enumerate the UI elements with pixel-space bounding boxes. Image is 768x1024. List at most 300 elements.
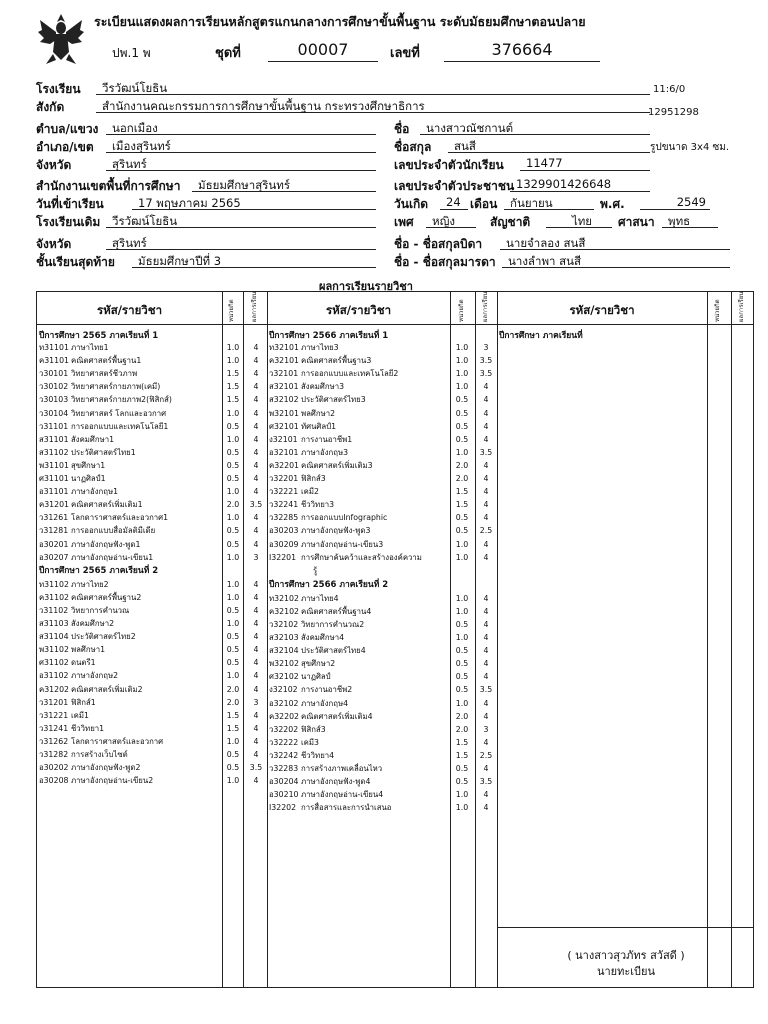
student-name-label: ชื่อ	[394, 122, 410, 136]
affiliation-value: สำนักงานคณะกรรมการการศึกษาขั้นพื้นฐาน กระทรวงศึกษาธิการ	[96, 98, 650, 113]
course-name: วิทยาการคำนวณ	[71, 605, 130, 615]
course-code: อ31102	[39, 671, 69, 681]
col1-course-row	[39, 775, 259, 787]
course-credit: 1.5	[455, 500, 469, 510]
course-grade: 4	[483, 659, 489, 669]
mother-name-label: ชื่อ - ชื่อสกุลมารดา	[394, 255, 496, 269]
course-name: ประวัติศาสตร์ไทย2	[71, 632, 136, 642]
course-name: ดนตรี1	[71, 658, 96, 668]
religion-label: ศาสนา	[618, 215, 655, 229]
course-grade: 4	[253, 421, 259, 431]
col2-course-row	[269, 460, 489, 472]
course-code: ค31202	[39, 684, 70, 694]
last-grade-value: มัธยมศึกษาปีที่ 3	[132, 253, 376, 268]
course-name: การออกแบบและเทคโนโลยี2	[301, 369, 399, 379]
col2-course-row	[269, 473, 489, 485]
course-name: สังคมศึกษา3	[301, 382, 345, 392]
course-grade: 4	[253, 645, 259, 655]
course-grade: 4	[253, 382, 259, 392]
course-credit: 1.0	[226, 513, 240, 523]
col1-course-row	[39, 552, 259, 564]
course-code: อ30210	[269, 790, 299, 800]
col2-course-row	[269, 763, 489, 775]
course-name: สุขศึกษา1	[71, 460, 106, 470]
col2-course-row	[269, 711, 489, 723]
course-grade: 4	[483, 790, 489, 800]
course-grade: 4	[253, 658, 259, 668]
course-credit: 0.5	[455, 513, 469, 523]
course-credit: 1.0	[455, 790, 469, 800]
course-code: ว31221	[39, 710, 69, 720]
course-name: ภาษาอังกฤษอ่าน-เขียน1	[71, 552, 154, 562]
col2-course-row	[269, 486, 489, 498]
col2-course-row	[269, 724, 489, 736]
course-credit: 1.0	[226, 487, 240, 497]
course-code: ส31101	[39, 434, 69, 444]
course-code: ท32101	[269, 343, 299, 352]
course-code: ว32202	[269, 724, 299, 734]
course-code: ค32101	[269, 356, 300, 366]
course-credit: 0.5	[226, 658, 240, 668]
course-grade: 4	[483, 500, 489, 510]
course-code: อ32101	[269, 447, 299, 457]
course-name: คณิตศาสตร์พื้นฐาน3	[301, 356, 372, 366]
course-credit: 1.5	[226, 369, 240, 379]
garuda-emblem-icon	[36, 10, 86, 66]
col2-course-row	[269, 499, 489, 511]
col1-course-row	[39, 657, 259, 669]
course-grade: 4	[483, 711, 489, 721]
col1-course-row	[39, 434, 259, 446]
course-credit: 0.5	[455, 619, 469, 629]
col2-course-row	[269, 525, 493, 537]
course-name: การงานอาชีพ1	[301, 434, 353, 444]
course-code: อ30207	[39, 552, 69, 562]
course-name: คณิตศาสตร์เพิ่มเติม1	[71, 500, 143, 510]
course-credit: 2.0	[455, 474, 469, 483]
course-credit: 1.0	[226, 579, 240, 589]
district-label: อำเภอ/เขต	[36, 140, 94, 154]
course-name: ชีววิทยา4	[301, 750, 335, 760]
course-credit: 1.0	[226, 776, 240, 786]
course-grade: 4	[253, 408, 259, 418]
national-id-label: เลขประจำตัวประชาชน	[394, 179, 515, 193]
course-name: เคมี1	[71, 710, 89, 720]
semester-label: ปีการศึกษา 2565 ภาคเรียนที่ 1	[39, 331, 159, 341]
col1-course-row	[39, 381, 259, 393]
course-code: พ31102	[39, 645, 69, 655]
course-grade: 3	[253, 697, 259, 707]
course-grade: 4	[483, 619, 489, 629]
course-grade: 4	[483, 737, 489, 747]
course-name: ภาษาอังกฤษ3	[301, 447, 349, 457]
course-grade: 4	[253, 369, 259, 379]
course-name: ภาษาอังกฤษ1	[71, 487, 119, 497]
course-grade: 4	[253, 434, 259, 444]
col1-credit-header: หน่วยกิต	[228, 299, 235, 322]
course-name: วิทยาศาสตร์ชีวภาพ	[71, 369, 138, 379]
district-value: เมืองสุรินทร์	[106, 138, 376, 153]
course-name: ภาษาอังกฤษอ่าน-เขียน2	[71, 776, 154, 786]
course-code: ส31103	[39, 619, 69, 628]
course-grade: 3.5	[479, 777, 493, 787]
course-name: ประวัติศาสตร์ไทย1	[71, 447, 136, 457]
col1-course-row	[39, 525, 259, 537]
course-credit: 1.5	[226, 723, 240, 733]
course-credit: 0.5	[226, 632, 240, 642]
course-grade: 4	[483, 698, 489, 708]
course-name: วิทยาศาสตร์กายภาพ2(ฟิสิกส์)	[71, 395, 172, 405]
course-code: อ32102	[269, 698, 299, 708]
course-name: คณิตศาสตร์พื้นฐาน4	[301, 606, 372, 616]
course-code: ว32241	[269, 500, 299, 510]
course-code: ว32221	[269, 487, 299, 497]
course-credit: 1.0	[455, 539, 469, 549]
course-code: ส32104	[269, 646, 299, 656]
course-code: อ30209	[269, 539, 299, 549]
course-grade: 2.5	[479, 526, 493, 536]
course-code: ว31241	[39, 723, 69, 733]
course-credit: 0.5	[226, 460, 240, 470]
course-grade: 4	[253, 474, 259, 483]
course-credit: 0.5	[455, 646, 469, 656]
number-label: เลขที่	[390, 46, 420, 61]
record-number: 376664	[444, 40, 600, 62]
course-code: ค32201	[269, 460, 300, 470]
course-grade: 4	[253, 579, 259, 589]
course-credit: 0.5	[226, 763, 240, 773]
course-credit: 0.5	[455, 526, 469, 536]
entry-date-value: 17 พฤษภาคม 2565	[132, 195, 376, 210]
course-code: ว31101	[39, 421, 69, 431]
course-name: นาฏศิลป์1	[71, 474, 106, 483]
father-name-label: ชื่อ - ชื่อสกุลบิดา	[394, 237, 483, 251]
course-code: ว32222	[269, 737, 299, 747]
birth-year-value: 2549	[640, 195, 710, 210]
course-code: ค32102	[269, 606, 300, 616]
course-credit: 0.5	[226, 750, 240, 759]
last-grade-label: ชั้นเรียนสุดท้าย	[36, 255, 115, 269]
course-grade: 4	[253, 592, 259, 602]
course-name: คณิตศาสตร์พื้นฐาน2	[71, 592, 142, 602]
school-value: วีรวัฒน์โยธิน	[96, 80, 650, 95]
course-credit: 2.0	[455, 711, 469, 721]
col1-course-row	[39, 631, 259, 643]
course-code: ส32101	[269, 382, 299, 392]
course-credit: 1.0	[226, 356, 240, 366]
course-credit: 1.0	[455, 633, 469, 642]
course-code: ค31201	[39, 500, 70, 510]
course-code: ว32101	[269, 369, 299, 379]
col2-course-row	[269, 539, 489, 551]
course-code: ว32285	[269, 513, 299, 523]
course-grade: 4	[253, 632, 259, 642]
course-credit: 2.0	[226, 500, 240, 510]
course-grade: 3	[483, 724, 489, 734]
col2-course-row	[269, 802, 489, 814]
course-credit: 0.5	[455, 777, 469, 787]
col1-course-row	[39, 618, 259, 630]
course-grade: 4	[253, 750, 259, 759]
col1-course-row	[39, 736, 259, 748]
col1-course-row	[39, 447, 259, 459]
birth-year-label: พ.ศ.	[600, 197, 625, 211]
course-name: ชีววิทยา1	[71, 723, 105, 733]
col2-course-row	[269, 434, 489, 446]
course-credit: 0.5	[455, 395, 469, 405]
course-name: ภาษาอังกฤษฟัง-พูด1	[71, 539, 141, 549]
course-grade: 4	[253, 736, 259, 746]
semester-label: ปีการศึกษา ภาคเรียนที่	[499, 331, 583, 341]
course-credit: 2.0	[226, 697, 240, 707]
course-code: ว31102	[39, 605, 69, 615]
course-name: วิทยาการคำนวณ2	[301, 619, 365, 629]
course-grade: 4	[253, 447, 259, 457]
course-credit: 1.0	[226, 736, 240, 746]
results-section-title: ผลการเรียนรายวิชา	[319, 280, 413, 293]
semester-label: ปีการศึกษา 2566 ภาคเรียนที่ 1	[269, 331, 389, 341]
course-name: ภาษาอังกฤษ2	[71, 671, 119, 681]
course-code: ส32103	[269, 633, 299, 642]
course-credit: 1.5	[226, 395, 240, 405]
course-code: พ32101	[269, 408, 299, 418]
col2-subject-header: รหัส/รายวิชา	[325, 303, 392, 317]
course-credit: 1.0	[455, 356, 469, 366]
col2-course-row	[269, 381, 489, 393]
course-grade: 4	[253, 526, 259, 536]
course-name: การออกแบบInfographic	[301, 513, 388, 523]
student-id-label: เลขประจำตัวนักเรียน	[394, 158, 504, 172]
col2-course-row	[269, 698, 489, 710]
course-grade: 4	[253, 513, 259, 523]
birth-month-value: กันยายน	[504, 195, 594, 210]
course-name: วิทยาศาสตร์ โลกและอวกาศ	[71, 408, 167, 418]
col2-credit-header: หน่วยกิต	[458, 299, 465, 322]
col1-course-row	[39, 644, 259, 656]
course-credit: 1.0	[455, 369, 469, 379]
course-code: พ31101	[39, 460, 69, 470]
col2-course-row	[269, 512, 489, 524]
course-name: โลกดาราศาสตร์และอวกาศ	[71, 736, 164, 746]
course-code: พ32102	[269, 659, 299, 669]
course-grade: 4	[483, 434, 489, 444]
course-code: อ31101	[39, 487, 69, 497]
course-code: อ30201	[39, 539, 69, 549]
national-id-value: 1329901426648	[510, 177, 650, 192]
col1-course-row	[39, 670, 259, 682]
side-note-1: 11:6/0	[653, 84, 686, 95]
birth-day-label: วันเกิด	[394, 197, 429, 211]
course-code: ส32102	[269, 395, 299, 405]
col2-course-row	[269, 789, 489, 801]
affiliation-label: สังกัด	[36, 100, 65, 114]
school-label: โรงเรียน	[36, 82, 81, 96]
previous-province-value: สุรินทร์	[106, 235, 376, 250]
col2-course-row	[269, 368, 493, 380]
course-grade: 3.5	[249, 500, 263, 510]
registrar-position: นายทะเบียน	[596, 965, 655, 978]
course-grade: 4	[483, 539, 489, 549]
course-name: พลศึกษา1	[71, 645, 106, 655]
course-grade: 4	[483, 633, 489, 642]
course-grade: 4	[253, 619, 259, 628]
course-credit: 0.5	[455, 434, 469, 444]
course-credit: 1.0	[226, 434, 240, 444]
col1-course-row	[39, 342, 259, 354]
course-credit: 1.5	[455, 750, 469, 760]
course-credit: 1.0	[455, 552, 469, 562]
col2-course-row	[269, 645, 489, 657]
course-code: ศ32102	[269, 672, 299, 682]
course-name: คณิตศาสตร์พื้นฐาน1	[71, 356, 142, 366]
course-grade: 4	[483, 593, 489, 603]
course-credit: 1.0	[226, 343, 240, 352]
province-label: จังหวัด	[36, 158, 72, 172]
col1-course-row	[39, 355, 259, 367]
course-credit: 0.5	[455, 764, 469, 773]
course-code: ว31261	[39, 513, 69, 523]
course-code: I32202	[269, 803, 297, 813]
course-code: ท32102	[269, 593, 299, 603]
course-grade: 4	[253, 395, 259, 405]
col1-course-row	[39, 605, 259, 617]
col2-course-row	[269, 737, 489, 749]
col1-course-row	[39, 762, 263, 774]
course-grade: 4	[483, 382, 489, 392]
course-code: อ30202	[39, 763, 69, 773]
course-credit: 1.0	[226, 408, 240, 418]
course-grade: 2.5	[479, 750, 493, 760]
course-credit: 1.0	[226, 619, 240, 628]
course-grade: 4	[253, 710, 259, 720]
student-surname-value: สนสี	[448, 138, 650, 153]
course-grade: 4	[253, 605, 259, 615]
course-credit: 0.5	[455, 659, 469, 669]
course-name: ฟิสิกส์3	[301, 724, 326, 734]
col3-subject-header: รหัส/รายวิชา	[569, 303, 635, 317]
previous-province-label: จังหวัด	[36, 237, 72, 251]
col1-course-row	[39, 473, 259, 485]
course-name: สังคมศึกษา4	[301, 633, 345, 642]
col2-course-row	[269, 593, 489, 605]
col3-credit-header: หน่วยกิต	[714, 299, 721, 322]
course-code: ศ31102	[39, 658, 69, 668]
col1-course-row	[39, 710, 259, 722]
course-credit: 0.5	[455, 672, 469, 682]
col1-course-row	[39, 749, 259, 761]
course-code: ว31281	[39, 526, 69, 536]
col3-grade-header: ผลการเรียน	[738, 291, 745, 322]
birth-month-label: เดือน	[470, 197, 498, 211]
col3-semester-header	[499, 330, 583, 342]
course-name: โลกดาราศาสตร์และอวกาศ1	[71, 513, 169, 523]
registrar-name: ( นางสาวสุวภัทร สวัสดี )	[567, 949, 685, 962]
course-grade: 3.5	[249, 763, 263, 773]
course-credit: 2.0	[455, 724, 469, 734]
course-code: ค32202	[269, 711, 300, 721]
course-code: อ30204	[269, 777, 299, 787]
course-grade: 4	[253, 723, 259, 733]
course-credit: 0.5	[455, 408, 469, 418]
course-credit: 0.5	[226, 447, 240, 457]
student-name-value: นางสาวณัชกานต์	[420, 120, 650, 135]
course-credit: 2.0	[226, 684, 240, 694]
student-id-value: 11477	[520, 156, 650, 171]
course-name: ประวัติศาสตร์ไทย4	[301, 646, 366, 656]
education-area-label: สำนักงานเขตพื้นที่การศึกษา	[36, 179, 181, 193]
course-grade: 4	[483, 487, 489, 497]
course-grade: 3.5	[479, 685, 493, 695]
course-credit: 0.5	[226, 645, 240, 655]
nationality-label: สัญชาติ	[490, 215, 531, 229]
course-credit: 1.0	[226, 552, 240, 562]
course-grade: 4	[483, 646, 489, 656]
course-code: ง32101	[269, 434, 298, 444]
course-name: ภาษาอังกฤษ4	[301, 698, 349, 708]
course-grade: 4	[483, 552, 489, 562]
province-value: สุรินทร์	[106, 156, 376, 171]
course-name: เคมี3	[301, 737, 319, 747]
col1-course-row	[39, 368, 259, 380]
document-title: ระเบียนแสดงผลการเรียนหลักสูตรแกนกลางการศึกษาขั้นพื้นฐาน ระดับมัธยมศึกษาตอนปลาย	[94, 14, 586, 29]
col1-course-row	[39, 592, 259, 604]
course-name: ภาษาไทย4	[301, 593, 339, 603]
course-credit: 0.5	[226, 474, 240, 483]
course-name: คณิตศาสตร์เพิ่มเติม4	[301, 711, 373, 721]
course-name: ภาษาอังกฤษฟัง-พูด2	[71, 763, 141, 773]
col1-semester-header	[39, 330, 158, 342]
course-credit: 1.0	[226, 592, 240, 602]
col2-course-row	[269, 355, 493, 367]
course-grade: 4	[483, 764, 489, 773]
col1-grade-header: ผลการเรียน	[251, 291, 258, 322]
education-area-value: มัธยมศึกษาสุรินทร์	[192, 177, 376, 192]
course-code: ว30102	[39, 382, 69, 392]
course-credit: 1.0	[226, 671, 240, 681]
nationality-value: ไทย	[546, 213, 612, 228]
entry-date-label: วันที่เข้าเรียน	[36, 197, 104, 211]
course-credit: 1.5	[455, 487, 469, 497]
mother-name-value: นางลำพา สนสี	[502, 253, 730, 268]
course-grade: 4	[483, 421, 489, 431]
col1-course-row	[39, 579, 259, 591]
previous-school-value: วีรวัฒน์โยธิน	[106, 213, 376, 228]
course-grade: 4	[253, 343, 259, 352]
col2-semester-header	[269, 579, 388, 591]
course-name: วิทยาศาสตร์กายภาพ(เคมี)	[71, 382, 161, 392]
course-name: สุขศึกษา2	[301, 659, 336, 669]
col1-course-row	[39, 421, 259, 433]
course-code: ว32283	[269, 764, 299, 773]
course-credit: 1.0	[455, 606, 469, 616]
col1-course-row	[39, 684, 259, 696]
col2-course-row	[269, 552, 489, 564]
course-grade: 3	[253, 552, 259, 562]
col1-subject-header: รหัส/รายวิชา	[96, 303, 163, 317]
course-code: ว31262	[39, 736, 69, 746]
course-grade: 4	[483, 395, 489, 405]
course-credit: 1.0	[455, 593, 469, 603]
col1-course-row	[39, 499, 263, 511]
col2-course-row	[269, 394, 489, 406]
course-name: คณิตศาสตร์เพิ่มเติม2	[71, 684, 143, 694]
course-name: ฟิสิกส์3	[301, 474, 326, 483]
course-credit: 2.0	[455, 460, 469, 470]
col2-course-row	[269, 619, 489, 631]
course-credit: 1.0	[455, 382, 469, 392]
col2-course-row	[269, 408, 489, 420]
course-name: คณิตศาสตร์เพิ่มเติม3	[301, 460, 373, 470]
